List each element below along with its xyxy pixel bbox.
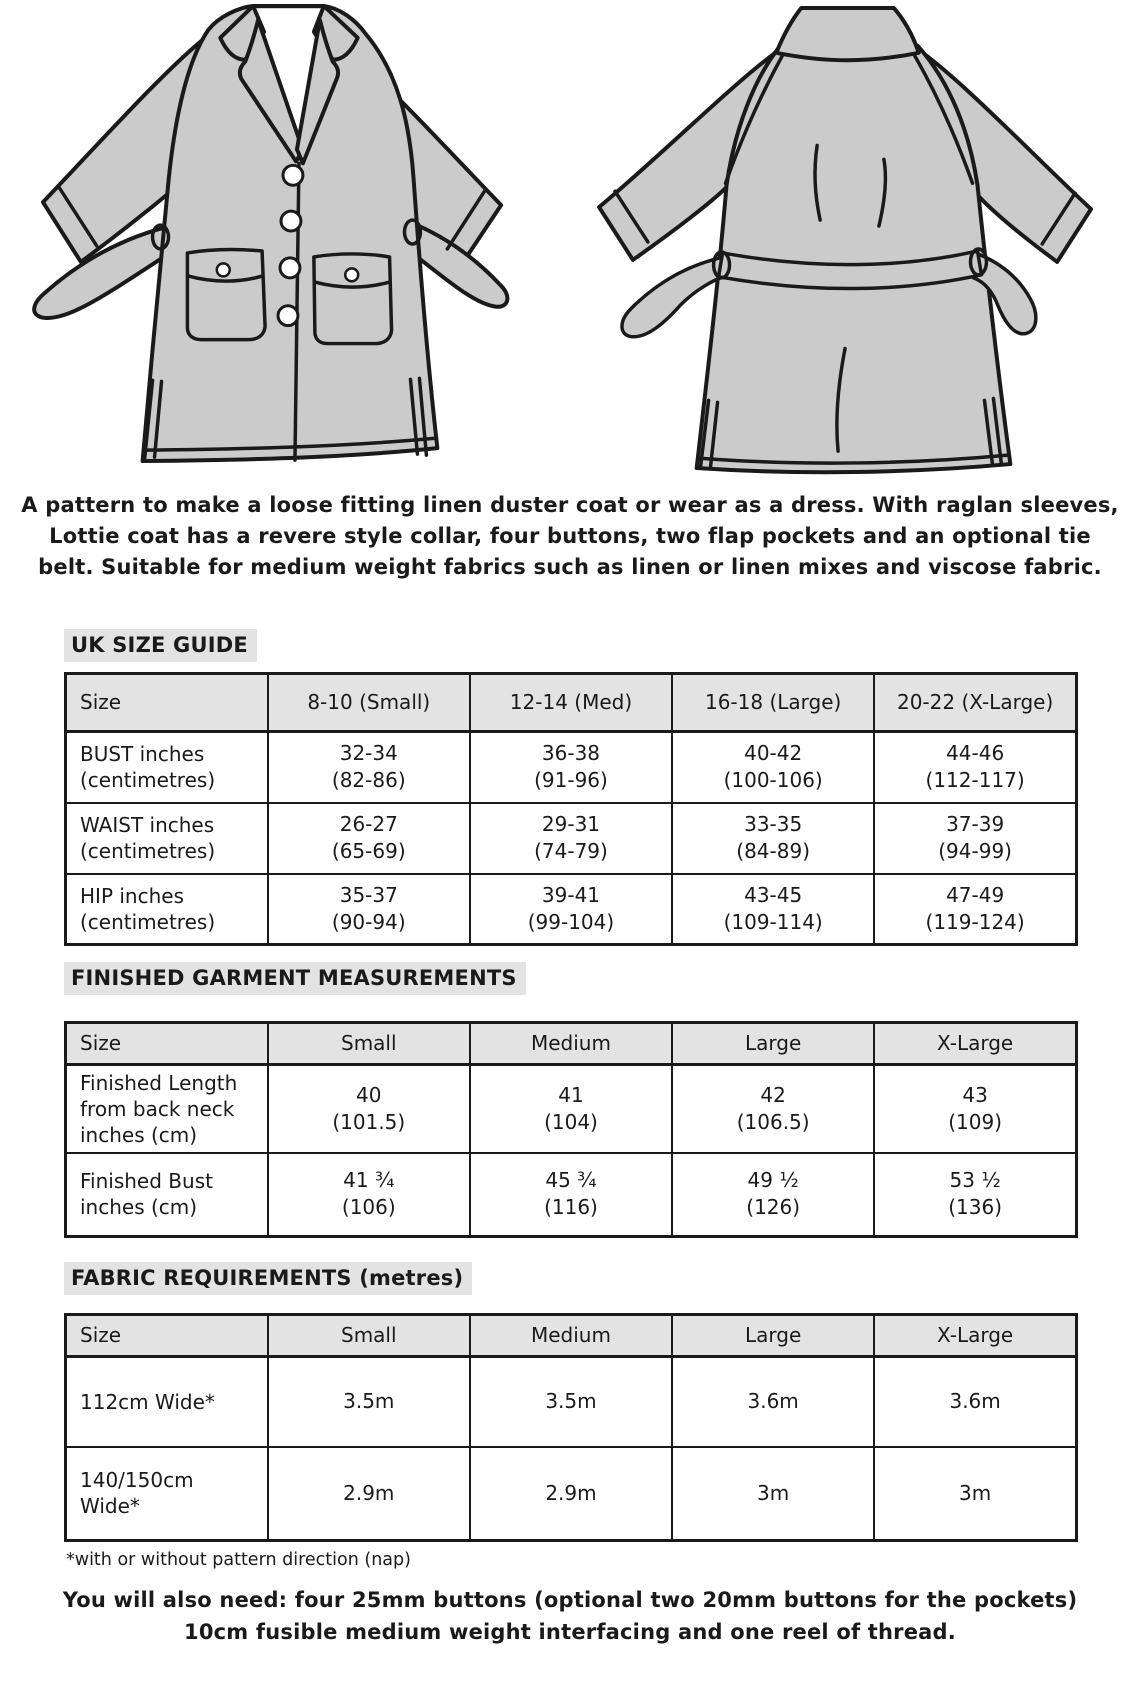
front-left-pocket-button <box>217 263 230 276</box>
row-label-line: (centimetres) <box>80 839 216 863</box>
row-label-line: BUST inches <box>80 742 205 767</box>
column-header-xlarge: X-Large <box>874 1315 1076 1357</box>
value-cm: (90-94) <box>331 909 406 934</box>
coat-front-illustration <box>0 0 570 478</box>
size-guide-header-row <box>66 674 1077 732</box>
nap-footnote: *with or without pattern direction (nap) <box>66 1550 411 1570</box>
value-cm: (82-86) <box>331 768 406 793</box>
column-header-large: Large <box>672 1315 874 1357</box>
column-header-size: Size <box>66 1315 268 1357</box>
finished-measurements-heading: FINISHED GARMENT MEASUREMENTS <box>64 962 526 995</box>
column-header-size: Size <box>66 674 268 732</box>
value-cm: (116) <box>544 1195 598 1220</box>
front-right-pocket-button <box>345 268 358 281</box>
value-cm: (106) <box>341 1195 396 1220</box>
row-label-line: (centimetres) <box>80 768 216 793</box>
value-cm: (65-69) <box>331 839 406 863</box>
value-inches: 49 ½ <box>747 1168 799 1193</box>
column-header-medium: 12-14 (Med) <box>470 674 672 732</box>
waist-medium <box>470 803 672 874</box>
value-inches: 40-42 <box>744 741 803 766</box>
meterage-large: 3m <box>672 1447 874 1541</box>
column-header-small: Small <box>268 1315 470 1357</box>
value-cm: (84-89) <box>736 839 811 863</box>
size-guide-table <box>64 672 1078 946</box>
length-large <box>672 1065 874 1153</box>
bust-medium <box>470 732 672 803</box>
row-label <box>66 1357 268 1447</box>
value-cm: (106.5) <box>736 1109 810 1134</box>
waist-xlarge <box>874 803 1076 874</box>
hip-large <box>672 874 874 945</box>
value-cm: (126) <box>746 1195 801 1220</box>
front-button-2 <box>281 211 301 231</box>
value-inches: 35-37 <box>339 882 398 907</box>
value-inches: 45 ¾ <box>545 1168 597 1193</box>
value-cm: (109-114) <box>723 909 823 934</box>
row-label-line: (centimetres) <box>80 909 216 934</box>
value-inches: 36-38 <box>541 741 601 766</box>
row-label-line: Finished Length <box>80 1070 238 1095</box>
fabric-header-row <box>66 1315 1077 1357</box>
value-inches: 39-41 <box>541 882 601 907</box>
notions-line-1: You will also need: four 25mm buttons (optional two 20mm buttons for the pockets) <box>62 1588 1078 1612</box>
description-line-1: A pattern to make a loose fitting linen duster coat or wear as a dress. With raglan sleeves, <box>21 493 1119 517</box>
meterage-medium: 2.9m <box>470 1447 672 1541</box>
row-label-line: from back neck <box>80 1096 235 1121</box>
finished-measurements-table <box>64 1021 1078 1238</box>
column-header-large: 16-18 (Large) <box>672 674 874 732</box>
row-label <box>66 1447 268 1541</box>
pattern-description <box>0 490 1140 583</box>
bust-large <box>672 732 874 803</box>
bust-xlarge <box>874 732 1076 803</box>
value-inches: 32-34 <box>339 741 398 766</box>
fbust-small <box>268 1153 470 1237</box>
value-inches: 40 <box>356 1082 382 1107</box>
row-label <box>66 1153 268 1237</box>
row-label-line: HIP inches <box>80 883 184 908</box>
column-header-xlarge: 20-22 (X-Large) <box>874 674 1076 732</box>
waist-row <box>66 803 1077 874</box>
column-header-small: Small <box>268 1023 470 1065</box>
meterage-medium: 3.5m <box>470 1357 672 1447</box>
bust-row <box>66 732 1077 803</box>
row-label-line: 112cm Wide* <box>80 1389 215 1414</box>
hip-small <box>268 874 470 945</box>
value-inches: 26-27 <box>339 812 398 836</box>
length-medium <box>470 1065 672 1153</box>
bust-small <box>268 732 470 803</box>
meterage-xlarge: 3.6m <box>874 1357 1076 1447</box>
finished-length-row <box>66 1065 1077 1153</box>
fbust-xlarge <box>874 1153 1076 1237</box>
value-inches: 53 ½ <box>949 1168 1001 1193</box>
value-inches: 29-31 <box>541 812 601 836</box>
row-label <box>66 732 268 803</box>
finished-bust-row <box>66 1153 1077 1237</box>
row-label-line: 140/150cm <box>80 1468 194 1493</box>
meterage-xlarge: 3m <box>874 1447 1076 1541</box>
meterage-large: 3.6m <box>672 1357 874 1447</box>
notions-line-2: 10cm fusible medium weight interfacing and one reel of thread. <box>184 1620 956 1644</box>
meterage-small: 3.5m <box>268 1357 470 1447</box>
front-button-3 <box>280 258 300 278</box>
width-140-150-row <box>66 1447 1077 1541</box>
row-label-line: Wide* <box>80 1494 140 1519</box>
fbust-medium <box>470 1153 672 1237</box>
value-inches: 42 <box>760 1082 786 1107</box>
value-cm: (99-104) <box>527 909 615 934</box>
value-cm: (74-79) <box>534 839 608 863</box>
meterage-small: 2.9m <box>268 1447 470 1541</box>
value-cm: (136) <box>948 1195 1003 1220</box>
row-label-line: Finished Bust <box>80 1169 213 1194</box>
description-line-2: Lottie coat has a revere style collar, four buttons, two flap pockets and an optional tie <box>49 524 1091 548</box>
hip-xlarge <box>874 874 1076 945</box>
column-header-small: 8-10 (Small) <box>268 674 470 732</box>
length-small <box>268 1065 470 1153</box>
value-inches: 43-45 <box>744 882 803 907</box>
value-cm: (112-117) <box>925 768 1025 793</box>
value-inches: 37-39 <box>946 812 1005 836</box>
hip-medium <box>470 874 672 945</box>
value-inches: 41 ¾ <box>343 1168 395 1193</box>
value-inches: 41 <box>558 1082 584 1107</box>
row-label <box>66 874 268 945</box>
notions-note <box>0 1584 1140 1648</box>
value-cm: (94-99) <box>938 839 1012 863</box>
column-header-medium: Medium <box>470 1023 672 1065</box>
column-header-medium: Medium <box>470 1315 672 1357</box>
back-collar <box>776 8 918 60</box>
front-button-1 <box>283 165 303 185</box>
length-xlarge <box>874 1065 1076 1153</box>
column-header-size: Size <box>66 1023 268 1065</box>
fabric-requirements-heading: FABRIC REQUIREMENTS (metres) <box>64 1262 472 1295</box>
fbust-large <box>672 1153 874 1237</box>
hip-row <box>66 874 1077 945</box>
row-label-line: inches (cm) <box>80 1122 198 1147</box>
value-cm: (100-106) <box>723 768 823 793</box>
waist-small <box>268 803 470 874</box>
coat-illustrations <box>0 0 1140 478</box>
value-inches: 33-35 <box>744 812 803 836</box>
finished-header-row <box>66 1023 1077 1065</box>
front-button-4 <box>278 306 298 326</box>
value-cm: (119-124) <box>925 909 1025 934</box>
size-guide-heading: UK SIZE GUIDE <box>64 629 257 662</box>
description-line-3: belt. Suitable for medium weight fabrics such as linen or linen mixes and viscose fabric. <box>38 555 1102 579</box>
value-inches: 47-49 <box>946 882 1005 907</box>
value-inches: 44-46 <box>946 741 1005 766</box>
value-cm: (104) <box>544 1109 598 1134</box>
value-cm: (91-96) <box>534 768 608 793</box>
value-inches: 43 <box>962 1082 988 1107</box>
row-label-line: WAIST inches <box>80 813 215 837</box>
coat-back-illustration <box>570 0 1140 478</box>
column-header-xlarge: X-Large <box>874 1023 1076 1065</box>
row-label-line: inches (cm) <box>80 1195 198 1220</box>
column-header-large: Large <box>672 1023 874 1065</box>
row-label <box>66 803 268 874</box>
waist-large <box>672 803 874 874</box>
value-cm: (101.5) <box>332 1109 406 1134</box>
row-label <box>66 1065 268 1153</box>
width-112-row <box>66 1357 1077 1447</box>
fabric-requirements-table <box>64 1313 1078 1542</box>
value-cm: (109) <box>948 1109 1003 1134</box>
